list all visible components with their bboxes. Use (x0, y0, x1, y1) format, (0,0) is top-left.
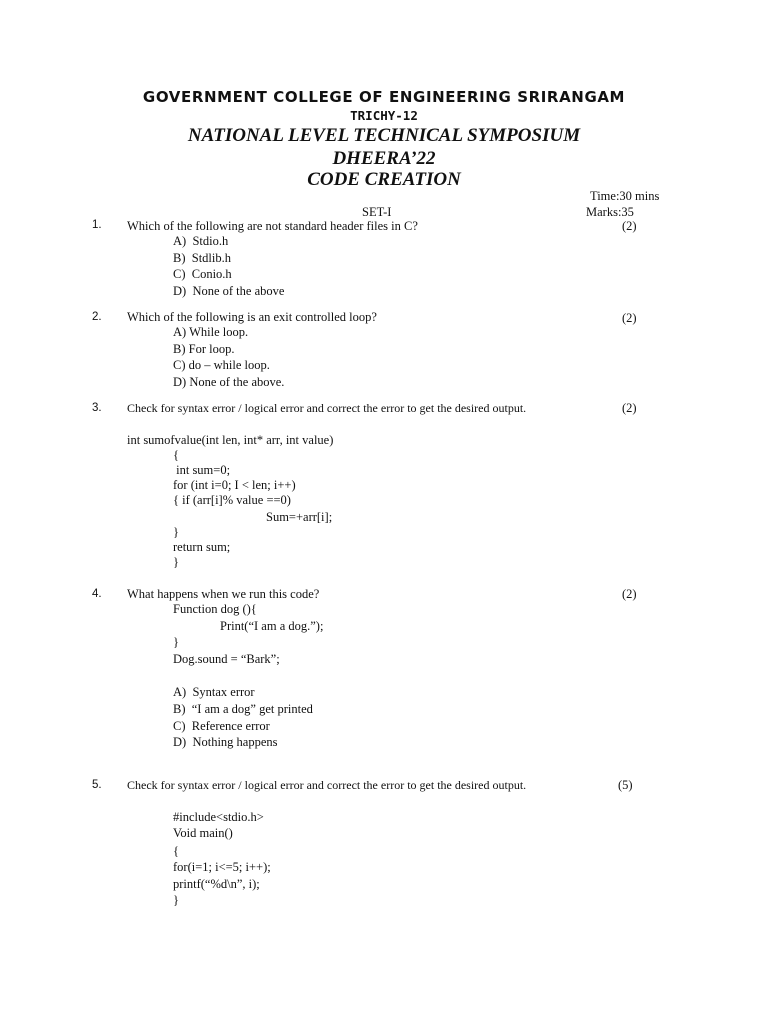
option-d: D) None of the above. (173, 375, 285, 389)
option-c: C) Conio.h (173, 267, 232, 281)
question-marks: (2) (622, 401, 637, 415)
code-line: } (173, 525, 179, 539)
option-a: A) Stdio.h (173, 234, 229, 248)
event-title: DHEERA’22 (332, 148, 436, 169)
option-c: C) Reference error (173, 719, 270, 733)
question-number: 5. (92, 779, 102, 791)
question-marks: (2) (622, 219, 637, 233)
code-line: for (int i=0; I < len; i++) (173, 478, 296, 492)
code-line: printf(“%d\n”, i); (173, 877, 260, 891)
question-text: Which of the following are not standard header files in C? (127, 219, 418, 233)
set-label: SET-I (362, 205, 392, 219)
option-d: D) Nothing happens (173, 735, 278, 749)
question-text: What happens when we run this code? (127, 587, 320, 601)
question-text: Check for syntax error / logical error and correct the error to get the desired output. (127, 778, 527, 792)
question-text: Check for syntax error / logical error and correct the error to get the desired output. (127, 401, 527, 415)
question-number: 3. (92, 402, 102, 414)
code-line: } (173, 555, 179, 569)
code-line: int sum=0; (173, 463, 231, 477)
code-line: Void main() (173, 826, 233, 840)
option-b: B) For loop. (173, 342, 235, 356)
question-number: 2. (92, 311, 102, 323)
contest-title: CODE CREATION (307, 169, 461, 190)
option-d: D) None of the above (173, 284, 285, 298)
college-city: TRICHY-12 (350, 108, 418, 123)
question-number: 1. (92, 219, 102, 231)
code-line: } (173, 893, 179, 907)
time-info: Time:30 mins (590, 189, 660, 203)
question-number: 4. (92, 588, 102, 600)
question-marks: (2) (622, 587, 637, 601)
question-text: Which of the following is an exit controlled loop? (127, 310, 377, 324)
code-line: #include<stdio.h> (173, 810, 264, 824)
code-line: for(i=1; i<=5; i++); (173, 860, 271, 874)
option-c: C) do – while loop. (173, 358, 270, 372)
option-a: A) Syntax error (173, 685, 255, 699)
code-line: { (173, 844, 179, 858)
option-b: B) “I am a dog” get printed (173, 702, 313, 716)
question-marks: (2) (622, 311, 637, 325)
code-line: { (173, 448, 179, 462)
code-line: Dog.sound = “Bark”; (173, 652, 280, 666)
code-line: return sum; (173, 540, 231, 554)
code-line: int sumofvalue(int len, int* arr, int value) (127, 433, 334, 447)
marks-total: Marks:35 (586, 205, 634, 219)
code-line: Sum=+arr[i]; (266, 510, 333, 524)
option-b: B) Stdlib.h (173, 251, 231, 265)
code-line: } (173, 635, 179, 649)
code-line: Print(“I am a dog.”); (220, 619, 324, 633)
college-name: GOVERNMENT COLLEGE OF ENGINEERING SRIRANGAM (142, 88, 626, 106)
code-line: Function dog (){ (173, 602, 257, 616)
option-a: A) While loop. (173, 325, 249, 339)
code-line: { if (arr[i]% value ==0) (173, 493, 291, 507)
symposium-title: NATIONAL LEVEL TECHNICAL SYMPOSIUM (187, 125, 581, 146)
question-marks: (5) (618, 778, 633, 792)
